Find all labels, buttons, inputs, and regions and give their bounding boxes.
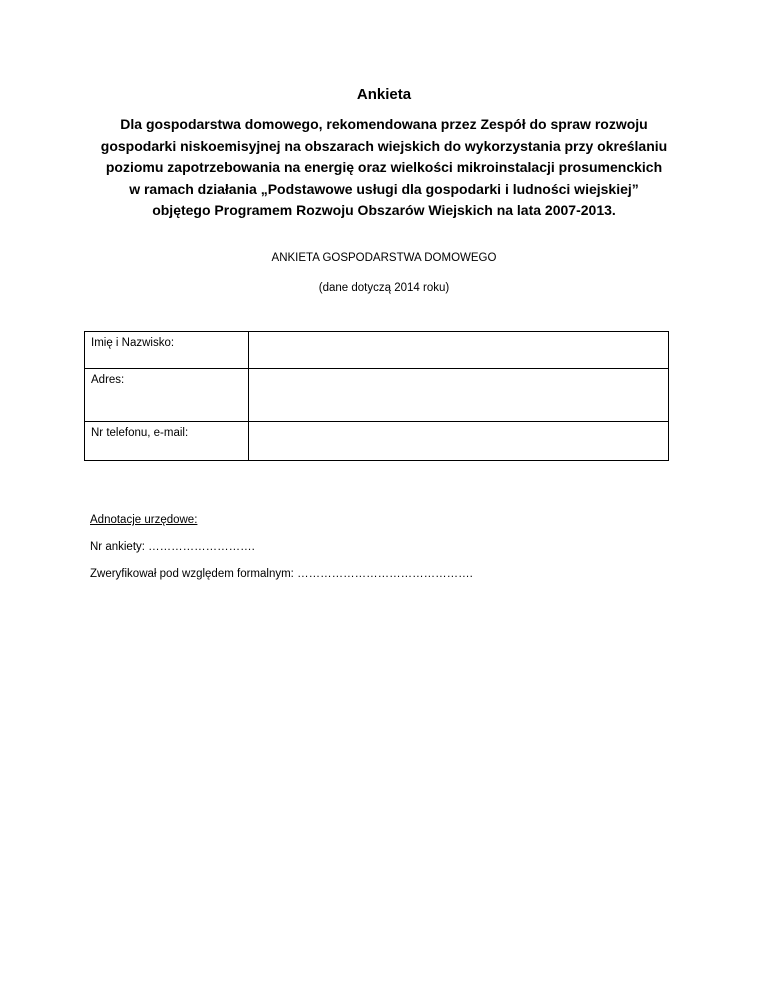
document-title: Ankieta — [356, 86, 412, 103]
survey-number-line: Nr ankiety: ………………………. — [90, 541, 255, 553]
contact-field[interactable] — [249, 422, 669, 461]
address-label: Adres: — [85, 369, 249, 422]
subtitle-line: Dla gospodarstwa domowego, rekomendowana przez Zespół do spraw rozwoju — [120, 116, 648, 132]
table-row — [85, 422, 669, 461]
table-row — [85, 369, 669, 422]
notes-heading: Adnotacje urzędowe: — [90, 514, 198, 526]
verified-by-line: Zweryfikował pod względem formalnym: ………………………………………. — [90, 568, 473, 580]
subtitle-line: poziomu zapotrzebowania na energię oraz wielkości mikroinstalacji prosumenckich — [105, 159, 663, 175]
form-heading: ANKIETA GOSPODARSTWA DOMOWEGO — [271, 252, 497, 264]
form-note: (dane dotyczą 2014 roku) — [318, 282, 450, 294]
name-field[interactable] — [249, 332, 669, 369]
address-field[interactable] — [249, 369, 669, 422]
subtitle-line: objętego Programem Rozwoju Obszarów Wiejskich na lata 2007-2013. — [152, 202, 616, 218]
subtitle-line: w ramach działania „Podstawowe usługi dla gospodarki i ludności wiejskiej” — [129, 180, 639, 197]
table-row — [85, 332, 669, 369]
contact-label: Nr telefonu, e-mail: — [85, 422, 249, 461]
name-label: Imię i Nazwisko: — [85, 332, 249, 369]
personal-info-table — [84, 331, 669, 461]
document-subtitle — [60, 114, 708, 222]
official-notes — [90, 513, 710, 594]
subtitle-line: gospodarki niskoemisyjnej na obszarach wiejskich do wykorzystania przy określaniu — [100, 137, 668, 154]
